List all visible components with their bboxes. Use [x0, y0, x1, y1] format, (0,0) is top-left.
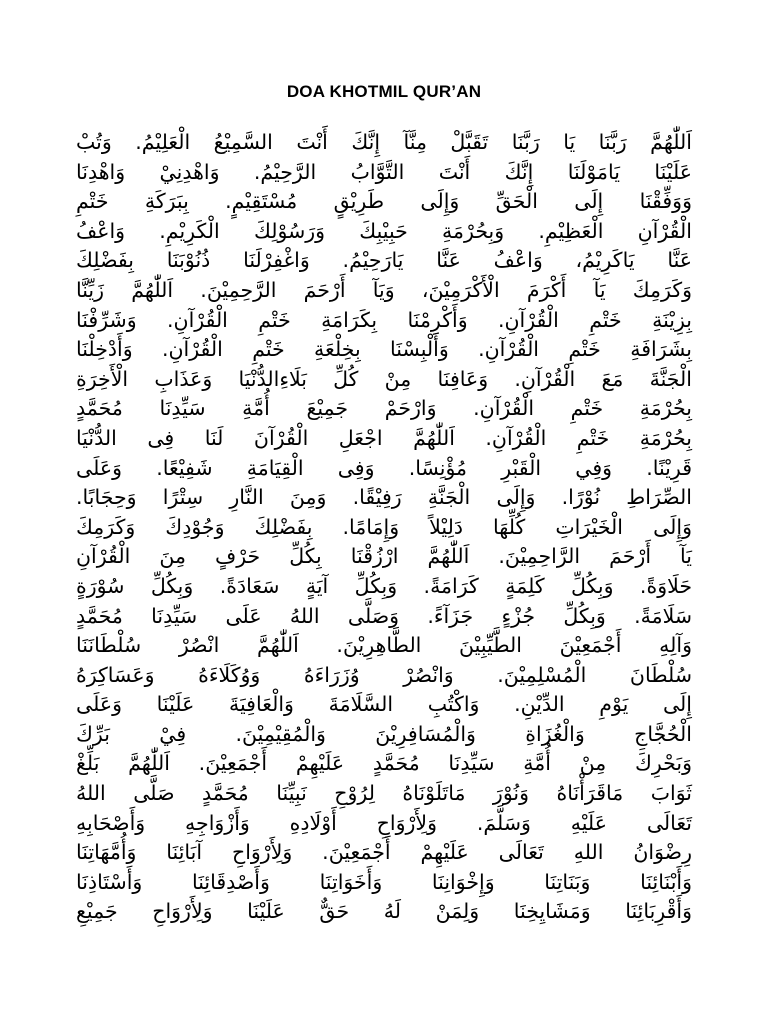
text-line: تَعَالَى عَلَيْهِ وَسَلَّمَ. وَلِأَرْوَاحِ أَوْلَادِهِ وَأَزْوَاجِهِ وَأَصْحَابِهِ: [76, 810, 692, 835]
text-line: بِزِيْنَةِ خَتْمِ الْقُرْآنِ. وَأَكْرِمْنَا بِكَرَامَةِ خَتْمِ الْقُرْآنِ. وَشَرِّفْنَا: [76, 307, 692, 332]
text-line: وَوَفِّقْنَا إِلَى الْحَقِّ وَإِلَى طَرِيْقٍ مُسْتَقِيْمٍ. بِبَرَكَةِ خَتْمِ: [76, 189, 692, 214]
text-line: الصِّرَاطِ نُوْرًا. وَإِلَى الْجَنَّةِ رَفِيْقًا. وَمِنَ النَّارِ سِتْرًا وَحِجَابًا.: [76, 485, 692, 510]
page-title: DOA KHOTMIL QUR’AN: [286, 82, 482, 101]
text-line: إِلَى يَوْمِ الدِّيْنِ. وَاكْتُبِ السَّلَامَةَ وَالْعَافِيَةَ عَلَيْنَا وَعَلَى: [76, 692, 692, 717]
text-line: الْقُرْآنِ الْعَظِيْمِ. وَبِحُرْمَةِ حَبِيْبِكَ وَرَسُوْلِكَ الْكَرِيْمِ. وَاعْفُ: [76, 218, 692, 243]
text-line: سُلْطَانَ الْمُسْلِمِيْنَ. وَانْصُرْ وُزَرَاءَهُ وَوُكَلَاءَهُ وَعَسَاكِرَهُ: [76, 662, 692, 687]
text-line: سَلَامَةً. وَبِكُلِّ جُزْءٍ جَزَآءً. وَصَلَّى اللهُ عَلَى سَيِّدِنَا مُحَمَّدٍ: [76, 603, 692, 628]
text-line: رِضْوَانُ اللهِ تَعَالَى عَلَيْهِمْ أَجْمَعِيْنَ. وَلِأَرْوَاحِ آبَائِنَا وَأُمَّهَاتِنَا: [76, 840, 692, 865]
text-line: بِحُرْمَةِ خَتْمِ الْقُرْآنِ. وَارْحَمْ جَمِيْعَ أُمَّةِ سَيِّدِنَا مُحَمَّدٍ: [76, 396, 692, 421]
text-line: بِشَرَافَةِ خَتْمِ الْقُرْآنِ. وَأَلْبِسْنَا بِخِلْعَةِ خَتْمِ الْقُرْآنِ. وَأَدْخِلْنَا: [76, 337, 692, 362]
text-line: حَلَاوَةً. وَبِكُلِّ كَلِمَةٍ كَرَامَةً. وَبِكُلِّ آيَةٍ سَعَادَةً. وَبِكُلِّ سُوْرَةٍ: [76, 573, 692, 598]
text-line: وَإِلَى الْخَيْرَاتِ كُلِّهَا دَلِيْلاً وَإِمَامًا. بِفَضْلِكَ وَجُوْدِكَ وَكَرَمِكَ: [76, 514, 692, 539]
text-line: قَرِيْنًا. وَفِي الْقَبْرِ مُؤْنِسًا. وَفِى الْقِيَامَةِ شَفِيْعًا. وَعَلَى: [76, 455, 692, 480]
text-line: وَأَقْرِبَائِنَا وَمَشَايِخِنَا وَلِمَنْ لَهُ حَقٌّ عَلَيْنَا وَلِأَرْوَاحِ جَمِيْعِ: [76, 899, 692, 924]
text-line: عَنَّا يَاكَرِيْمُ، وَاعْفُ عَنَّا يَارَحِيْمُ. وَاغْفِرْلَنَا ذُنُوْبَنَا بِفَضْلِكَ: [76, 248, 692, 273]
text-line: ثَوَابَ مَاقَرَأْنَاهُ وَنُوْرَ مَاتَلَوْنَاهُ لِرُوْحِ نَبِيِّنَا مُحَمَّدٍ صَلَّى اللهُ: [76, 781, 692, 806]
text-line: اَللّٰهُمَّ رَبَّنَا يَا رَبَّنَا تَقَبَّلْ مِنَّآ إِنَّكَ أَنْتَ السَّمِيْعُ الْعَلِيْمُ. وَتُبْ: [76, 130, 692, 154]
text-line: عَلَيْنَا يَامَوْلَنَا إِنَّكَ أَنْتَ التَّوَّابُ الرَّحِيْمُ. وَاهْدِنِيْ وَاهْدِنَا: [76, 159, 692, 184]
text-line: الْجَنَّةَ مَعَ الْقُرْآنِ. وَعَافِنَا مِنْ كُلِّ بَلَاءِالدُّنْيَا وَعَذَابِ الْأَخِرَةِ: [76, 366, 692, 391]
text-line: الْحُجَّاجِ وَالْغُزَاةِ وَالْمُسَافِرِيْنَ وَالْمُقِيْمِيْنَ. فِيْ بَرِّكَ: [76, 721, 692, 746]
text-line: وَبَحْرِكَ مِنْ أُمَّةِ سَيِّدِنَا مُحَمَّدٍ عَلَيْهِمْ أَجْمَعِيْنَ. اَللّٰهُمَّ بَلِّغْ: [76, 751, 692, 776]
prayer-text: [76, 128, 692, 927]
text-line: بِحُرْمَةِ خَتْمِ الْقُرْآنِ. اَللّٰهُمَّ اجْعَلِ الْقُرْآنَ لَنَا فِى الدُّنْيَا: [76, 425, 692, 450]
text-line: وَأَبْنَائِنَا وَبَنَاتِنَا وَإِخْوَانِنَا وَأَخَوَاتِنَا وَأَصْدِقَائِنَا وَأَسْتَاذِنَا: [76, 869, 692, 894]
text-line: وَآلِهِ أَجْمَعِيْنَ الطَّيِّبِيْنَ الطَّاهِرِيْنَ. اَللّٰهُمَّ انْصُرْ سُلْطَانَنَا: [76, 633, 692, 658]
text-line: وَكَرَمِكَ يَآ أَكْرَمَ الْأَكْرَمِيْنَ، وَيَآ أَرْحَمَ الرَّحِمِيْنَ. اَللّٰهُمَّ زَيِّنَّا: [76, 277, 692, 302]
text-line: يَآ أَرْحَمَ الرَّاحِمِيْنَ. اَللّٰهُمَّ ارْزُقْنَا بِكُلِّ حَرْفٍ مِنَ الْقُرْآنِ: [76, 544, 692, 569]
